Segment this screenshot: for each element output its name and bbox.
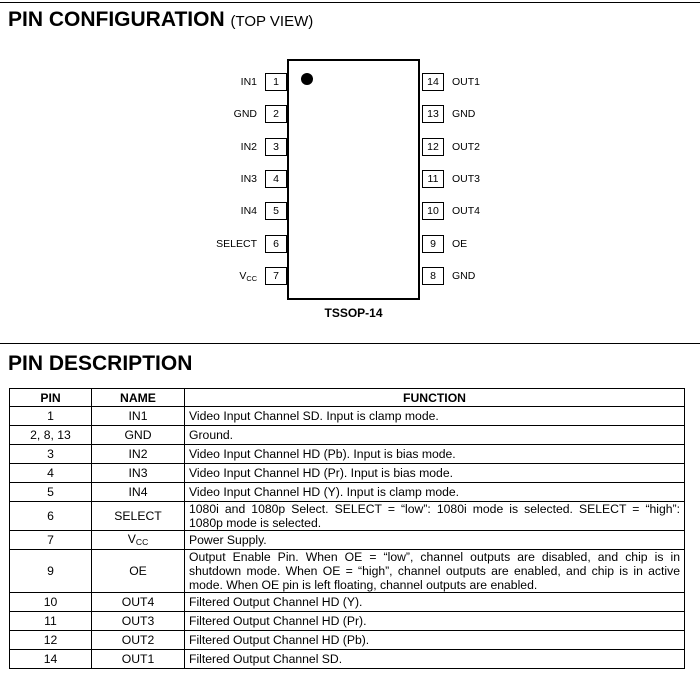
function-cell: 1080i and 1080p Select. SELECT = “low”: 1080i mode is selected. SELECT = “high”: 1080p mode is selected.: [185, 502, 685, 531]
pin-number-box: 4: [265, 170, 287, 188]
pin-label: [216, 235, 257, 253]
pin1-indicator-dot: [301, 73, 313, 85]
name-subscript: CC: [135, 536, 149, 547]
name-text: OUT4: [121, 595, 155, 609]
name-cell: [92, 464, 185, 483]
table-row: [10, 650, 685, 669]
function-cell: Filtered Output Channel HD (Pr).: [185, 612, 685, 631]
table-row: [10, 426, 685, 445]
pin-label: [241, 170, 257, 188]
table-row: [10, 550, 685, 593]
table-header-row: [10, 389, 685, 407]
pin-label: [239, 267, 257, 288]
function-cell: Video Input Channel HD (Pr). Input is bias mode.: [185, 464, 685, 483]
pin-number-box: 14: [422, 73, 444, 91]
description-title: PIN DESCRIPTION: [8, 352, 193, 375]
header-function: FUNCTION: [185, 389, 685, 407]
table-row: [10, 531, 685, 550]
name-cell: [92, 593, 185, 612]
table-row: [10, 483, 685, 502]
name-text: IN4: [128, 485, 148, 499]
pin-cell: 14: [10, 650, 92, 669]
table-row: [10, 407, 685, 426]
top-rule: [0, 2, 700, 3]
pin-cell: 12: [10, 631, 92, 650]
pin-number-box: 6: [265, 235, 287, 253]
function-cell: Filtered Output Channel HD (Y).: [185, 593, 685, 612]
pin-label-subscript: CC: [246, 274, 257, 283]
pin-label: OUT2: [452, 141, 481, 153]
header-pin: PIN: [10, 389, 92, 407]
pin-number-box: 12: [422, 138, 444, 156]
name-cell: [92, 531, 185, 550]
pin-label: [234, 105, 257, 123]
pin-label: OE: [452, 238, 468, 250]
name-text: OUT2: [121, 633, 155, 647]
pin-label: GND: [452, 108, 476, 120]
pin-cell: 5: [10, 483, 92, 502]
pin-number-box: 10: [422, 202, 444, 220]
config-subtitle: (TOP VIEW): [230, 13, 314, 30]
pin-number-box: 2: [265, 105, 287, 123]
name-text: IN3: [128, 466, 148, 480]
table-row: [10, 445, 685, 464]
name-text: IN1: [128, 409, 148, 423]
name-cell: [92, 631, 185, 650]
pin-label-text: SELECT: [216, 238, 257, 250]
function-cell: Video Input Channel HD (Y). Input is clamp mode.: [185, 483, 685, 502]
pin-cell: 11: [10, 612, 92, 631]
name-cell: [92, 483, 185, 502]
package-label: TSSOP-14: [324, 306, 383, 320]
pin-label-text: IN3: [240, 173, 257, 185]
pin-number-box: 5: [265, 202, 287, 220]
pin-cell: 1: [10, 407, 92, 426]
pin-configuration-heading: [8, 8, 313, 34]
name-cell: [92, 407, 185, 426]
pin-label-text: IN1: [240, 76, 257, 88]
section-rule: [0, 343, 700, 344]
pin-description-heading: [8, 352, 192, 376]
table-row: [10, 612, 685, 631]
pin-cell: 6: [10, 502, 92, 531]
header-name: NAME: [92, 389, 185, 407]
pin-label-text: IN2: [240, 141, 257, 153]
pin-cell: 3: [10, 445, 92, 464]
pin-number-box: 9: [422, 235, 444, 253]
pin-cell: 10: [10, 593, 92, 612]
pin-cell: 4: [10, 464, 92, 483]
name-cell: [92, 445, 185, 464]
pin-description-table: [9, 388, 685, 669]
pin-number-box: 8: [422, 267, 444, 285]
function-cell: Filtered Output Channel HD (Pb).: [185, 631, 685, 650]
pin-number-box: 13: [422, 105, 444, 123]
table-row: [10, 464, 685, 483]
name-text: OUT3: [121, 614, 155, 628]
pin-label-text: GND: [233, 108, 257, 120]
config-title: PIN CONFIGURATION: [8, 8, 225, 31]
pin-label: [241, 73, 257, 91]
pin-label: OUT4: [452, 205, 481, 217]
name-cell: [92, 550, 185, 593]
function-cell: Ground.: [185, 426, 685, 445]
pin-label: [241, 138, 257, 156]
table-row: [10, 593, 685, 612]
pin-number-box: 1: [265, 73, 287, 91]
name-text: IN2: [128, 447, 148, 461]
pin-label: GND: [452, 270, 476, 282]
name-text: OE: [129, 564, 147, 578]
pin-number-box: 11: [422, 170, 444, 188]
table-row: [10, 502, 685, 531]
name-text: SELECT: [114, 509, 162, 523]
pin-cell: 7: [10, 531, 92, 550]
table-row: [10, 631, 685, 650]
name-text: OUT1: [121, 652, 155, 666]
name-cell: [92, 650, 185, 669]
function-cell: Video Input Channel SD. Input is clamp mode.: [185, 407, 685, 426]
pin-number-box: 3: [265, 138, 287, 156]
name-cell: [92, 502, 185, 531]
pin-label-text: IN4: [240, 205, 257, 217]
function-cell: Filtered Output Channel SD.: [185, 650, 685, 669]
pin-number-box: 7: [265, 267, 287, 285]
name-text: V: [127, 531, 136, 546]
function-cell: Video Input Channel HD (Pb). Input is bias mode.: [185, 445, 685, 464]
pin-cell: 9: [10, 550, 92, 593]
function-cell: Output Enable Pin. When OE = “low”, channel outputs are disabled, and chip is in shutdown mode. When OE = “high”, channel outputs are enabled, and chip is in active mode. When OE pin is left floating, channel outputs are enabled.: [185, 550, 685, 593]
name-text: GND: [124, 428, 152, 442]
pin-label: OUT1: [452, 76, 481, 88]
pin-cell: 2, 8, 13: [10, 426, 92, 445]
pin-label: OUT3: [452, 173, 481, 185]
pin-label-text: V: [239, 270, 247, 282]
name-cell: [92, 612, 185, 631]
function-cell: Power Supply.: [185, 531, 685, 550]
ic-package-body: [287, 59, 420, 300]
name-cell: [92, 426, 185, 445]
pin-label: [241, 202, 257, 220]
